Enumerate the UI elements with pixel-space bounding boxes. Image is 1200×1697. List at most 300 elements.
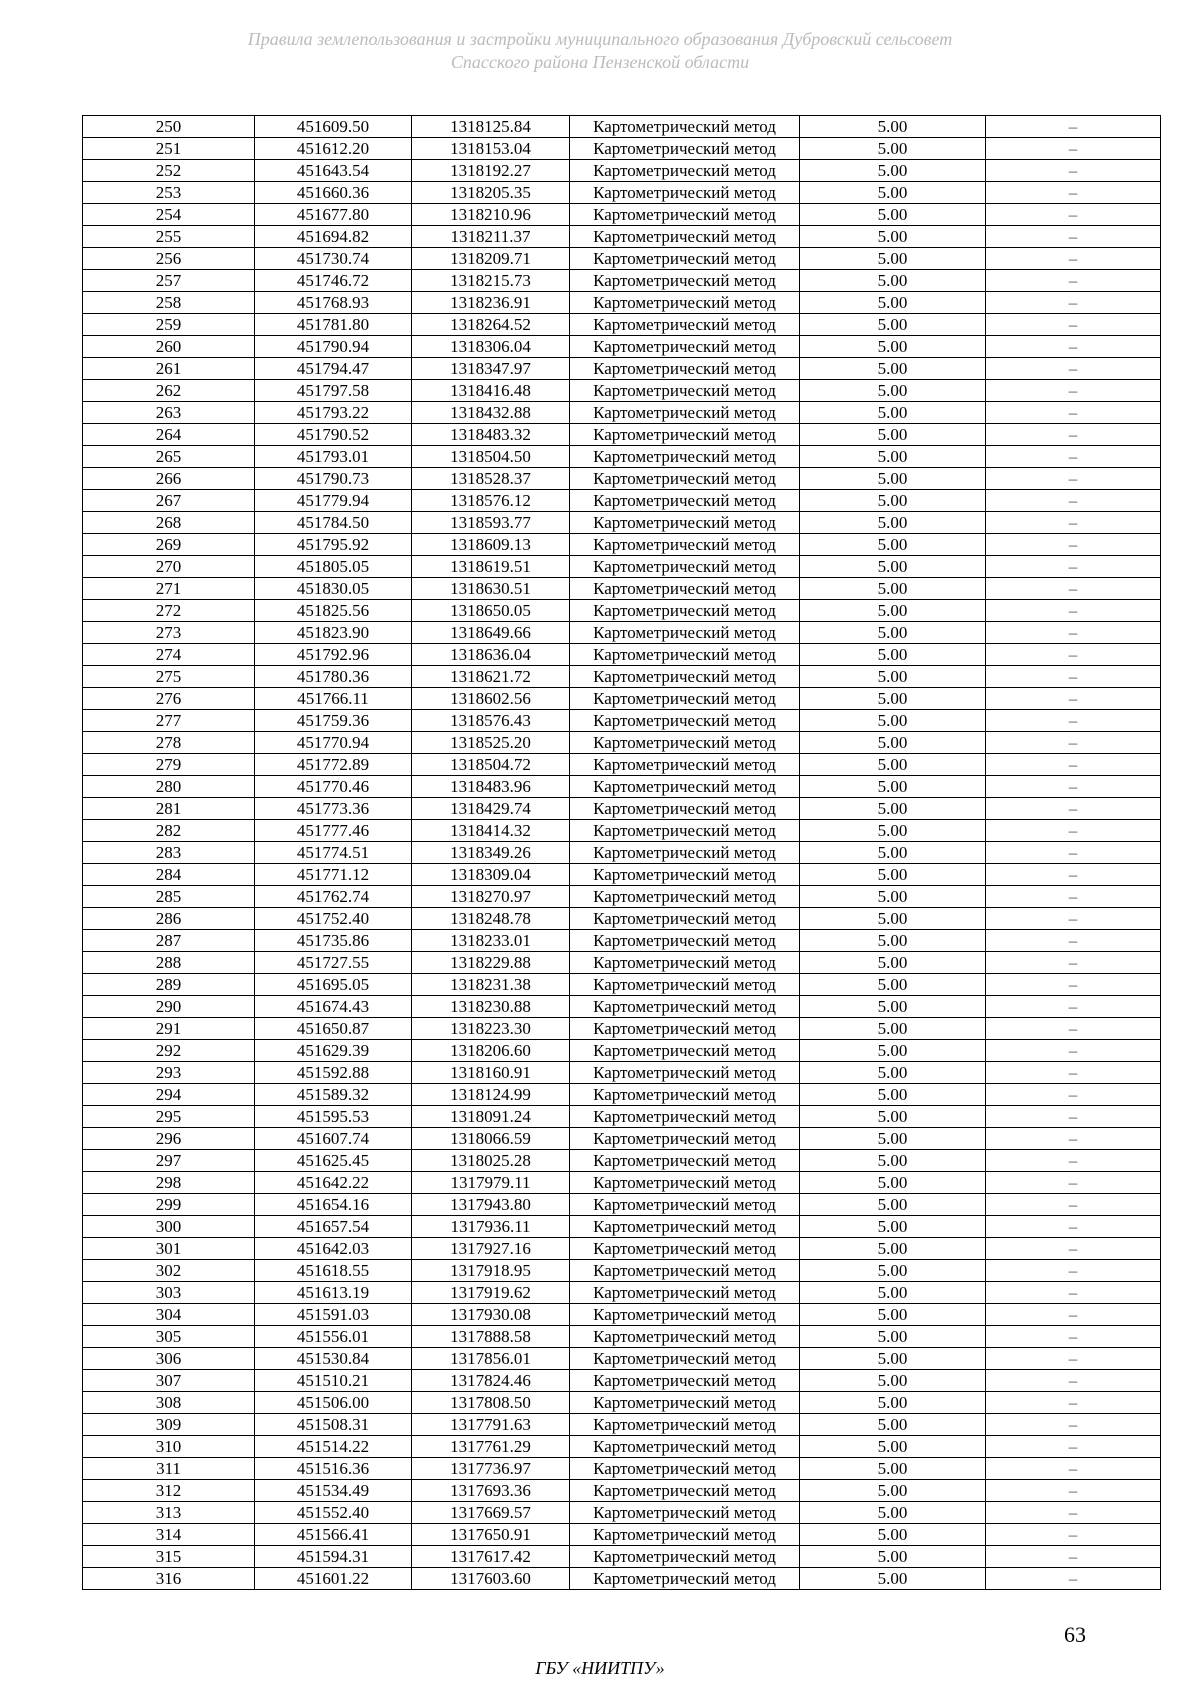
method-cell: Картометрический метод [570, 512, 800, 534]
method-cell: Картометрический метод [570, 1106, 800, 1128]
header-line-1: Правила землепользования и застройки муниципального образования Дубровский сельсовет [247, 29, 953, 49]
method-cell: Картометрический метод [570, 1040, 800, 1062]
method-cell: Картометрический метод [570, 1172, 800, 1194]
y-coordinate-cell: 1318609.13 [412, 534, 570, 556]
x-coordinate-cell: 451674.43 [255, 996, 412, 1018]
y-coordinate-cell: 1318229.88 [412, 952, 570, 974]
table-row [83, 578, 1161, 600]
table-row [83, 1392, 1161, 1414]
accuracy-cell: 5.00 [800, 1062, 986, 1084]
method-cell: Картометрический метод [570, 1546, 800, 1568]
accuracy-cell: 5.00 [800, 424, 986, 446]
note-cell: – [986, 974, 1161, 996]
x-coordinate-cell: 451654.16 [255, 1194, 412, 1216]
accuracy-cell: 5.00 [800, 974, 986, 996]
accuracy-cell: 5.00 [800, 292, 986, 314]
page-footer: ГБУ «НИИТПУ» [535, 1658, 665, 1678]
note-cell: – [986, 1502, 1161, 1524]
x-coordinate-cell: 451556.01 [255, 1326, 412, 1348]
y-coordinate-cell: 1318192.27 [412, 160, 570, 182]
method-cell: Картометрический метод [570, 490, 800, 512]
table-row [83, 468, 1161, 490]
table-row [83, 952, 1161, 974]
y-coordinate-cell: 1318630.51 [412, 578, 570, 600]
note-cell: – [986, 1282, 1161, 1304]
x-coordinate-cell: 451594.31 [255, 1546, 412, 1568]
method-cell: Картометрический метод [570, 1326, 800, 1348]
accuracy-cell: 5.00 [800, 182, 986, 204]
x-coordinate-cell: 451779.94 [255, 490, 412, 512]
note-cell: – [986, 1150, 1161, 1172]
note-cell: – [986, 402, 1161, 424]
y-coordinate-cell: 1318309.04 [412, 864, 570, 886]
method-cell: Картометрический метод [570, 864, 800, 886]
method-cell: Картометрический метод [570, 644, 800, 666]
point-number-cell: 256 [83, 248, 255, 270]
point-number-cell: 303 [83, 1282, 255, 1304]
y-coordinate-cell: 1318091.24 [412, 1106, 570, 1128]
x-coordinate-cell: 451508.31 [255, 1414, 412, 1436]
y-coordinate-cell: 1317791.63 [412, 1414, 570, 1436]
note-cell: – [986, 204, 1161, 226]
point-number-cell: 295 [83, 1106, 255, 1128]
y-coordinate-cell: 1318414.32 [412, 820, 570, 842]
note-cell: – [986, 248, 1161, 270]
accuracy-cell: 5.00 [800, 1260, 986, 1282]
x-coordinate-cell: 451780.36 [255, 666, 412, 688]
note-cell: – [986, 490, 1161, 512]
method-cell: Картометрический метод [570, 1502, 800, 1524]
table-row [83, 842, 1161, 864]
y-coordinate-cell: 1317856.01 [412, 1348, 570, 1370]
table-row [83, 1414, 1161, 1436]
point-number-cell: 281 [83, 798, 255, 820]
method-cell: Картометрический метод [570, 1260, 800, 1282]
x-coordinate-cell: 451762.74 [255, 886, 412, 908]
point-number-cell: 292 [83, 1040, 255, 1062]
accuracy-cell: 5.00 [800, 1568, 986, 1590]
point-number-cell: 307 [83, 1370, 255, 1392]
table-row [83, 1370, 1161, 1392]
y-coordinate-cell: 1317943.80 [412, 1194, 570, 1216]
point-number-cell: 269 [83, 534, 255, 556]
y-coordinate-cell: 1318230.88 [412, 996, 570, 1018]
accuracy-cell: 5.00 [800, 1436, 986, 1458]
table-row [83, 710, 1161, 732]
point-number-cell: 259 [83, 314, 255, 336]
y-coordinate-cell: 1318619.51 [412, 556, 570, 578]
method-cell: Картометрический метод [570, 600, 800, 622]
page-number: 63 [1064, 1622, 1086, 1647]
y-coordinate-cell: 1317979.11 [412, 1172, 570, 1194]
method-cell: Картометрический метод [570, 1128, 800, 1150]
note-cell: – [986, 930, 1161, 952]
y-coordinate-cell: 1318205.35 [412, 182, 570, 204]
note-cell: – [986, 1568, 1161, 1590]
y-coordinate-cell: 1318231.38 [412, 974, 570, 996]
x-coordinate-cell: 451766.11 [255, 688, 412, 710]
point-number-cell: 298 [83, 1172, 255, 1194]
method-cell: Картометрический метод [570, 160, 800, 182]
point-number-cell: 308 [83, 1392, 255, 1414]
table-row [83, 512, 1161, 534]
table-row [83, 1304, 1161, 1326]
table-row [83, 424, 1161, 446]
note-cell: – [986, 468, 1161, 490]
table-row [83, 358, 1161, 380]
method-cell: Картометрический метод [570, 314, 800, 336]
x-coordinate-cell: 451792.96 [255, 644, 412, 666]
y-coordinate-cell: 1318593.77 [412, 512, 570, 534]
y-coordinate-cell: 1318576.12 [412, 490, 570, 512]
table-row [83, 116, 1161, 138]
point-number-cell: 253 [83, 182, 255, 204]
method-cell: Картометрический метод [570, 1084, 800, 1106]
point-number-cell: 291 [83, 1018, 255, 1040]
x-coordinate-cell: 451514.22 [255, 1436, 412, 1458]
method-cell: Картометрический метод [570, 1194, 800, 1216]
table-row [83, 556, 1161, 578]
x-coordinate-cell: 451759.36 [255, 710, 412, 732]
method-cell: Картометрический метод [570, 1282, 800, 1304]
note-cell: – [986, 1216, 1161, 1238]
x-coordinate-cell: 451677.80 [255, 204, 412, 226]
table-row [83, 886, 1161, 908]
x-coordinate-cell: 451805.05 [255, 556, 412, 578]
note-cell: – [986, 1172, 1161, 1194]
table-row [83, 908, 1161, 930]
point-number-cell: 305 [83, 1326, 255, 1348]
x-coordinate-cell: 451793.22 [255, 402, 412, 424]
note-cell: – [986, 1414, 1161, 1436]
note-cell: – [986, 1128, 1161, 1150]
point-number-cell: 315 [83, 1546, 255, 1568]
table-row [83, 1128, 1161, 1150]
table-row [83, 820, 1161, 842]
table-row [83, 402, 1161, 424]
y-coordinate-cell: 1318215.73 [412, 270, 570, 292]
table-row [83, 1150, 1161, 1172]
method-cell: Картометрический метод [570, 1414, 800, 1436]
note-cell: – [986, 1194, 1161, 1216]
point-number-cell: 251 [83, 138, 255, 160]
point-number-cell: 270 [83, 556, 255, 578]
note-cell: – [986, 446, 1161, 468]
x-coordinate-cell: 451618.55 [255, 1260, 412, 1282]
point-number-cell: 260 [83, 336, 255, 358]
table-row [83, 1084, 1161, 1106]
accuracy-cell: 5.00 [800, 116, 986, 138]
table-row [83, 1062, 1161, 1084]
point-number-cell: 309 [83, 1414, 255, 1436]
note-cell: – [986, 1040, 1161, 1062]
accuracy-cell: 5.00 [800, 402, 986, 424]
point-number-cell: 279 [83, 754, 255, 776]
x-coordinate-cell: 451795.92 [255, 534, 412, 556]
point-number-cell: 312 [83, 1480, 255, 1502]
point-number-cell: 290 [83, 996, 255, 1018]
table-row [83, 600, 1161, 622]
method-cell: Картометрический метод [570, 1480, 800, 1502]
method-cell: Картометрический метод [570, 974, 800, 996]
accuracy-cell: 5.00 [800, 1084, 986, 1106]
y-coordinate-cell: 1318264.52 [412, 314, 570, 336]
x-coordinate-cell: 451589.32 [255, 1084, 412, 1106]
x-coordinate-cell: 451694.82 [255, 226, 412, 248]
y-coordinate-cell: 1317761.29 [412, 1436, 570, 1458]
point-number-cell: 294 [83, 1084, 255, 1106]
x-coordinate-cell: 451534.49 [255, 1480, 412, 1502]
method-cell: Картометрический метод [570, 908, 800, 930]
point-number-cell: 313 [83, 1502, 255, 1524]
x-coordinate-cell: 451506.00 [255, 1392, 412, 1414]
accuracy-cell: 5.00 [800, 1392, 986, 1414]
accuracy-cell: 5.00 [800, 1238, 986, 1260]
y-coordinate-cell: 1317919.62 [412, 1282, 570, 1304]
method-cell: Картометрический метод [570, 1216, 800, 1238]
accuracy-cell: 5.00 [800, 314, 986, 336]
point-number-cell: 289 [83, 974, 255, 996]
accuracy-cell: 5.00 [800, 556, 986, 578]
point-number-cell: 299 [83, 1194, 255, 1216]
x-coordinate-cell: 451592.88 [255, 1062, 412, 1084]
point-number-cell: 273 [83, 622, 255, 644]
table-row [83, 996, 1161, 1018]
accuracy-cell: 5.00 [800, 776, 986, 798]
table-row [83, 1502, 1161, 1524]
table-row [83, 776, 1161, 798]
method-cell: Картометрический метод [570, 402, 800, 424]
accuracy-cell: 5.00 [800, 622, 986, 644]
table-row [83, 1326, 1161, 1348]
y-coordinate-cell: 1317930.08 [412, 1304, 570, 1326]
y-coordinate-cell: 1318347.97 [412, 358, 570, 380]
y-coordinate-cell: 1317888.58 [412, 1326, 570, 1348]
accuracy-cell: 5.00 [800, 160, 986, 182]
accuracy-cell: 5.00 [800, 1018, 986, 1040]
y-coordinate-cell: 1318504.72 [412, 754, 570, 776]
method-cell: Картометрический метод [570, 776, 800, 798]
method-cell: Картометрический метод [570, 116, 800, 138]
method-cell: Картометрический метод [570, 710, 800, 732]
table-row [83, 182, 1161, 204]
accuracy-cell: 5.00 [800, 1480, 986, 1502]
accuracy-cell: 5.00 [800, 1524, 986, 1546]
table-row [83, 930, 1161, 952]
x-coordinate-cell: 451752.40 [255, 908, 412, 930]
table-row [83, 204, 1161, 226]
accuracy-cell: 5.00 [800, 1414, 986, 1436]
note-cell: – [986, 688, 1161, 710]
y-coordinate-cell: 1318025.28 [412, 1150, 570, 1172]
accuracy-cell: 5.00 [800, 644, 986, 666]
y-coordinate-cell: 1317808.50 [412, 1392, 570, 1414]
note-cell: – [986, 908, 1161, 930]
note-cell: – [986, 732, 1161, 754]
table-row [83, 974, 1161, 996]
y-coordinate-cell: 1318236.91 [412, 292, 570, 314]
note-cell: – [986, 1304, 1161, 1326]
y-coordinate-cell: 1318621.72 [412, 666, 570, 688]
note-cell: – [986, 886, 1161, 908]
note-cell: – [986, 798, 1161, 820]
table-row [83, 1282, 1161, 1304]
table-row [83, 1348, 1161, 1370]
point-number-cell: 282 [83, 820, 255, 842]
point-number-cell: 304 [83, 1304, 255, 1326]
x-coordinate-cell: 451601.22 [255, 1568, 412, 1590]
x-coordinate-cell: 451735.86 [255, 930, 412, 952]
note-cell: – [986, 1524, 1161, 1546]
accuracy-cell: 5.00 [800, 952, 986, 974]
note-cell: – [986, 1370, 1161, 1392]
y-coordinate-cell: 1318525.20 [412, 732, 570, 754]
x-coordinate-cell: 451612.20 [255, 138, 412, 160]
note-cell: – [986, 424, 1161, 446]
y-coordinate-cell: 1318211.37 [412, 226, 570, 248]
x-coordinate-cell: 451609.50 [255, 116, 412, 138]
method-cell: Картометрический метод [570, 754, 800, 776]
y-coordinate-cell: 1318153.04 [412, 138, 570, 160]
accuracy-cell: 5.00 [800, 1172, 986, 1194]
note-cell: – [986, 1546, 1161, 1568]
table-row [83, 1040, 1161, 1062]
accuracy-cell: 5.00 [800, 1282, 986, 1304]
y-coordinate-cell: 1318248.78 [412, 908, 570, 930]
x-coordinate-cell: 451566.41 [255, 1524, 412, 1546]
x-coordinate-cell: 451790.94 [255, 336, 412, 358]
table-row [83, 1216, 1161, 1238]
note-cell: – [986, 1348, 1161, 1370]
accuracy-cell: 5.00 [800, 1106, 986, 1128]
table-row [83, 380, 1161, 402]
accuracy-cell: 5.00 [800, 138, 986, 160]
y-coordinate-cell: 1318125.84 [412, 116, 570, 138]
x-coordinate-cell: 451825.56 [255, 600, 412, 622]
accuracy-cell: 5.00 [800, 820, 986, 842]
table-row [83, 1458, 1161, 1480]
accuracy-cell: 5.00 [800, 930, 986, 952]
method-cell: Картометрический метод [570, 842, 800, 864]
note-cell: – [986, 644, 1161, 666]
y-coordinate-cell: 1318504.50 [412, 446, 570, 468]
method-cell: Картометрический метод [570, 578, 800, 600]
x-coordinate-cell: 451530.84 [255, 1348, 412, 1370]
accuracy-cell: 5.00 [800, 446, 986, 468]
x-coordinate-cell: 451660.36 [255, 182, 412, 204]
point-number-cell: 316 [83, 1568, 255, 1590]
y-coordinate-cell: 1318432.88 [412, 402, 570, 424]
accuracy-cell: 5.00 [800, 1040, 986, 1062]
point-number-cell: 286 [83, 908, 255, 930]
table-row [83, 446, 1161, 468]
point-number-cell: 300 [83, 1216, 255, 1238]
accuracy-cell: 5.00 [800, 358, 986, 380]
y-coordinate-cell: 1317669.57 [412, 1502, 570, 1524]
note-cell: – [986, 534, 1161, 556]
x-coordinate-cell: 451830.05 [255, 578, 412, 600]
point-number-cell: 283 [83, 842, 255, 864]
y-coordinate-cell: 1318636.04 [412, 644, 570, 666]
point-number-cell: 272 [83, 600, 255, 622]
x-coordinate-cell: 451552.40 [255, 1502, 412, 1524]
method-cell: Картометрический метод [570, 1458, 800, 1480]
method-cell: Картометрический метод [570, 248, 800, 270]
table-row [83, 1480, 1161, 1502]
method-cell: Картометрический метод [570, 468, 800, 490]
accuracy-cell: 5.00 [800, 886, 986, 908]
point-number-cell: 285 [83, 886, 255, 908]
x-coordinate-cell: 451771.12 [255, 864, 412, 886]
accuracy-cell: 5.00 [800, 798, 986, 820]
y-coordinate-cell: 1318233.01 [412, 930, 570, 952]
accuracy-cell: 5.00 [800, 1150, 986, 1172]
table-row [83, 754, 1161, 776]
method-cell: Картометрический метод [570, 1392, 800, 1414]
accuracy-cell: 5.00 [800, 710, 986, 732]
table-row [83, 314, 1161, 336]
x-coordinate-cell: 451657.54 [255, 1216, 412, 1238]
note-cell: – [986, 1238, 1161, 1260]
method-cell: Картометрический метод [570, 886, 800, 908]
method-cell: Картометрический метод [570, 534, 800, 556]
x-coordinate-cell: 451794.47 [255, 358, 412, 380]
accuracy-cell: 5.00 [800, 468, 986, 490]
method-cell: Картометрический метод [570, 1238, 800, 1260]
y-coordinate-cell: 1318209.71 [412, 248, 570, 270]
method-cell: Картометрический метод [570, 622, 800, 644]
accuracy-cell: 5.00 [800, 204, 986, 226]
note-cell: – [986, 380, 1161, 402]
note-cell: – [986, 314, 1161, 336]
x-coordinate-cell: 451777.46 [255, 820, 412, 842]
point-number-cell: 306 [83, 1348, 255, 1370]
x-coordinate-cell: 451793.01 [255, 446, 412, 468]
y-coordinate-cell: 1318602.56 [412, 688, 570, 710]
point-number-cell: 257 [83, 270, 255, 292]
method-cell: Картометрический метод [570, 138, 800, 160]
table-row [83, 292, 1161, 314]
x-coordinate-cell: 451607.74 [255, 1128, 412, 1150]
note-cell: – [986, 1480, 1161, 1502]
method-cell: Картометрический метод [570, 1304, 800, 1326]
y-coordinate-cell: 1317650.91 [412, 1524, 570, 1546]
note-cell: – [986, 1326, 1161, 1348]
accuracy-cell: 5.00 [800, 1326, 986, 1348]
note-cell: – [986, 710, 1161, 732]
table-row [83, 138, 1161, 160]
y-coordinate-cell: 1317824.46 [412, 1370, 570, 1392]
point-number-cell: 302 [83, 1260, 255, 1282]
accuracy-cell: 5.00 [800, 1458, 986, 1480]
y-coordinate-cell: 1318483.32 [412, 424, 570, 446]
table-row [83, 336, 1161, 358]
x-coordinate-cell: 451516.36 [255, 1458, 412, 1480]
point-number-cell: 250 [83, 116, 255, 138]
point-number-cell: 268 [83, 512, 255, 534]
method-cell: Картометрический метод [570, 1370, 800, 1392]
accuracy-cell: 5.00 [800, 754, 986, 776]
y-coordinate-cell: 1317617.42 [412, 1546, 570, 1568]
y-coordinate-cell: 1318650.05 [412, 600, 570, 622]
point-number-cell: 310 [83, 1436, 255, 1458]
point-number-cell: 258 [83, 292, 255, 314]
method-cell: Картометрический метод [570, 292, 800, 314]
table-row [83, 732, 1161, 754]
table-row [83, 248, 1161, 270]
table-row [83, 226, 1161, 248]
method-cell: Картометрический метод [570, 1436, 800, 1458]
